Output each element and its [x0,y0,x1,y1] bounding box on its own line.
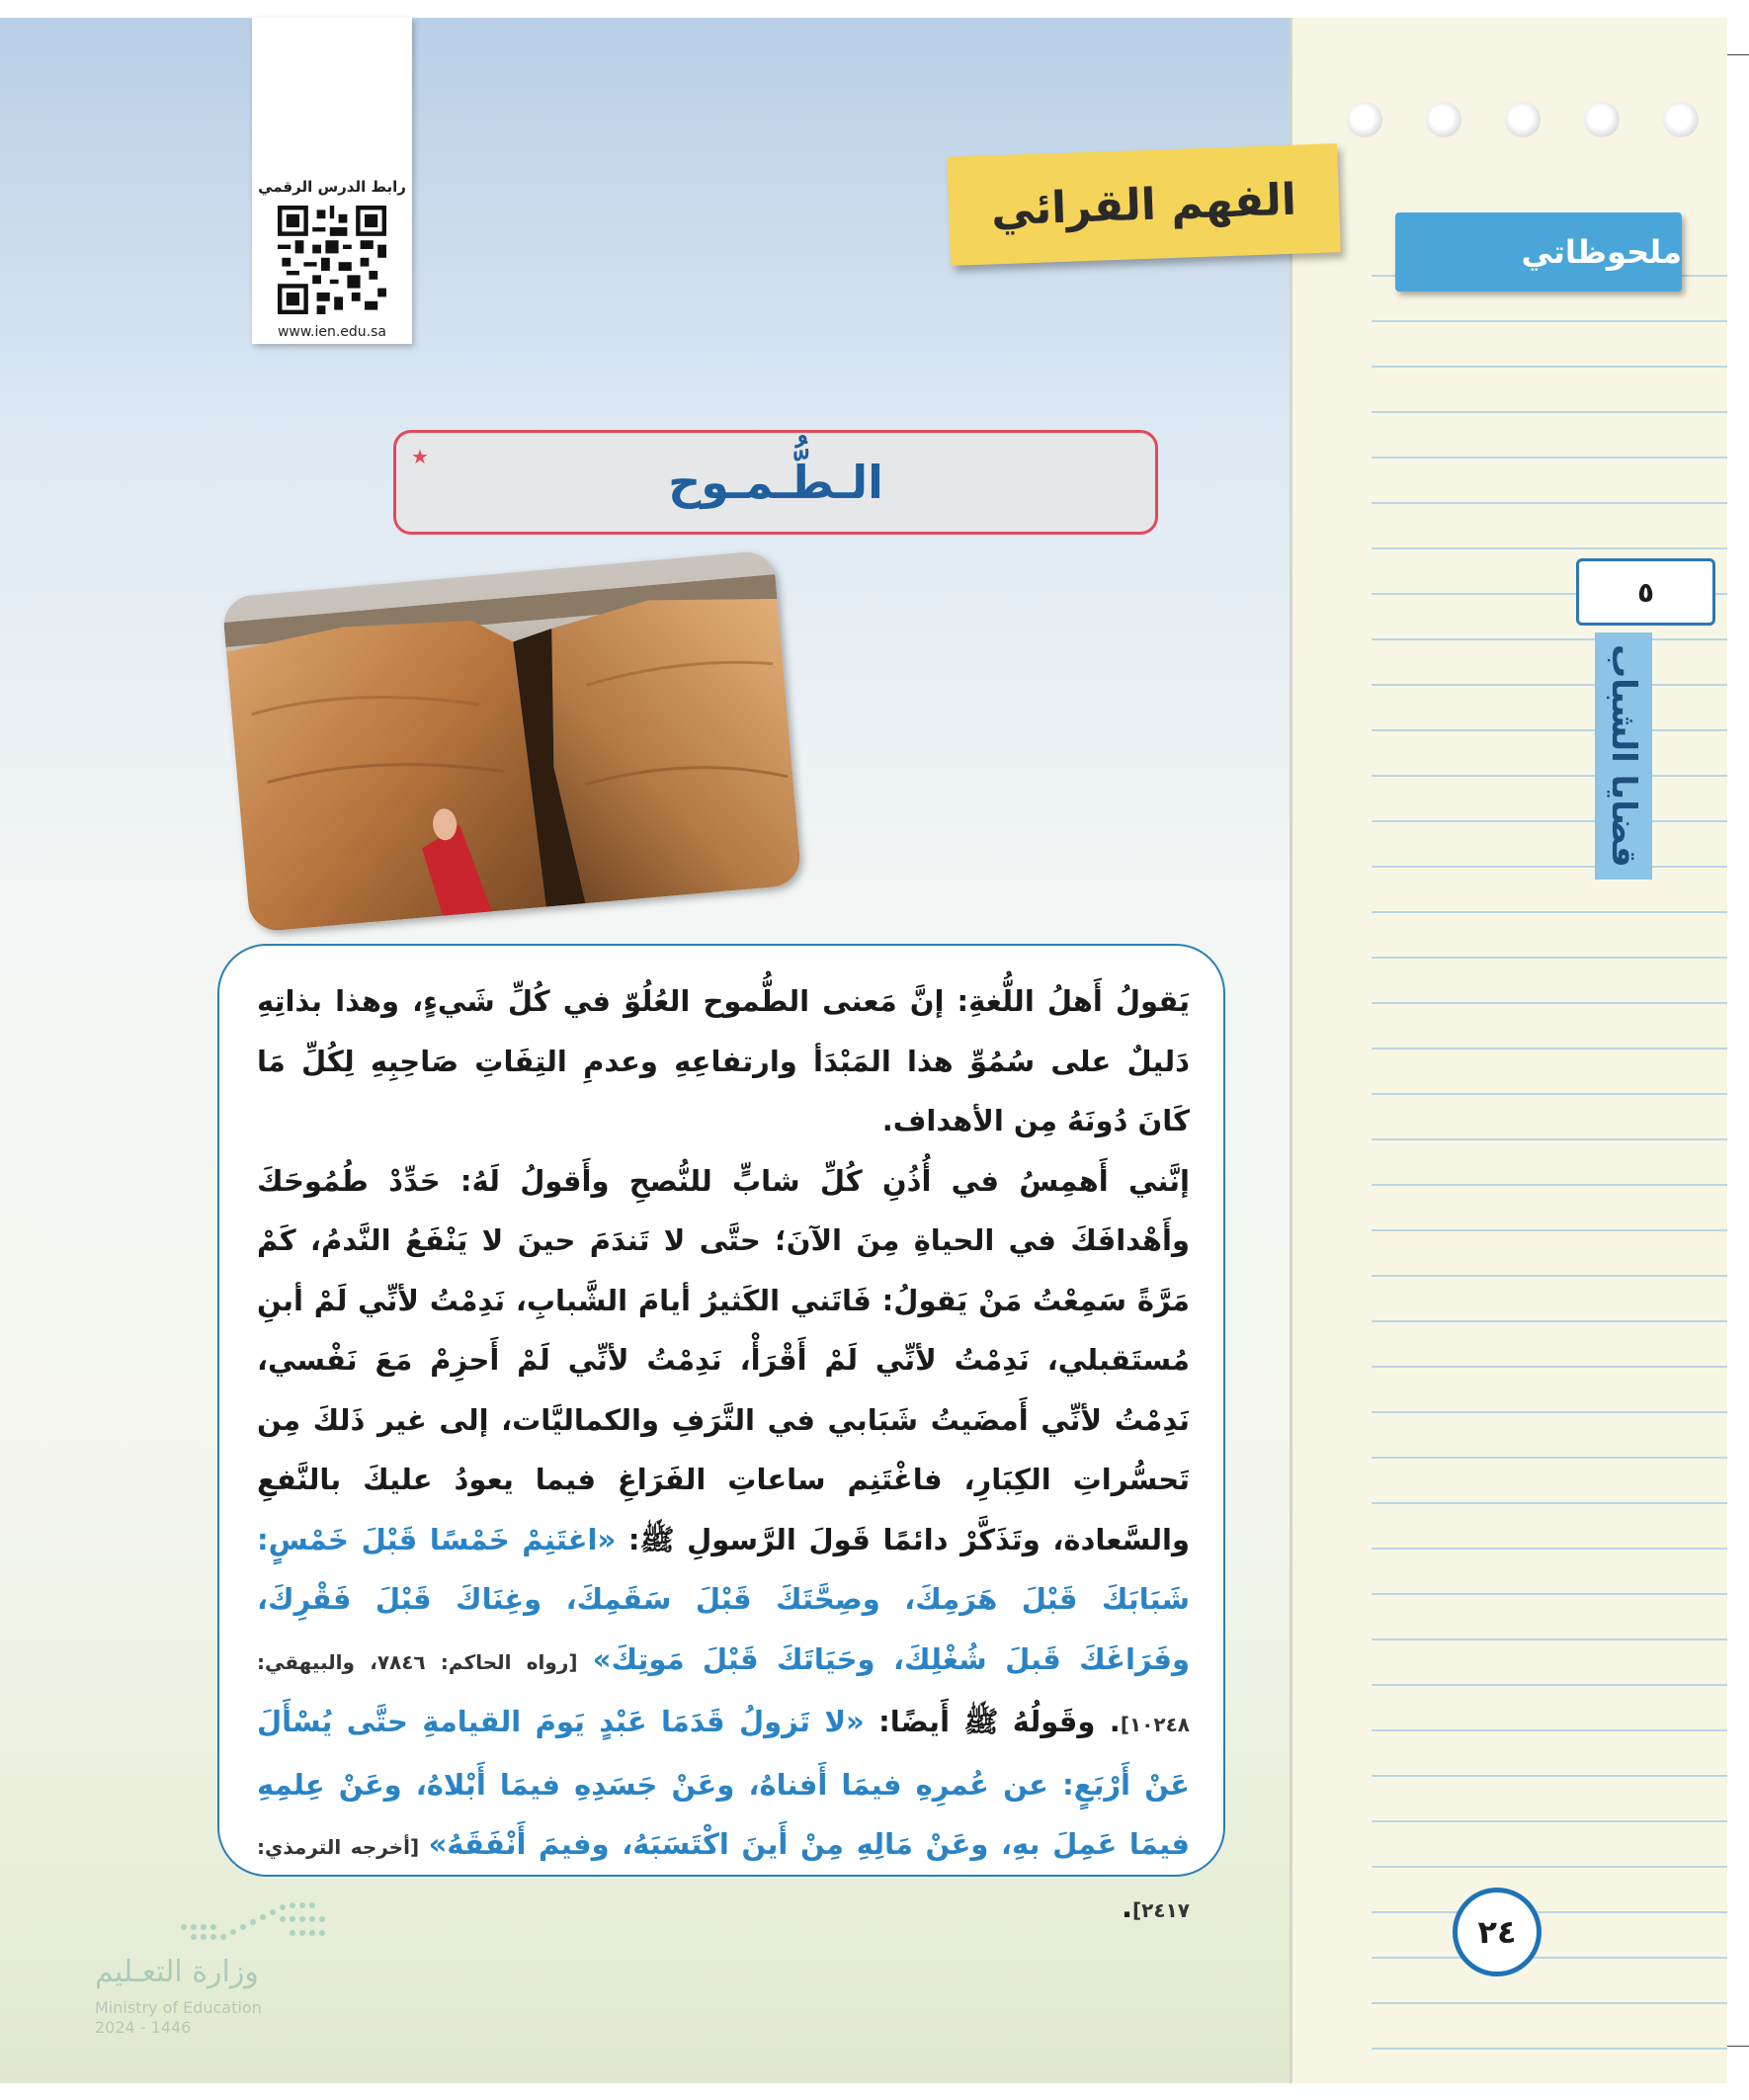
lesson-title-box [393,430,1158,535]
notebook-rule-line [1372,684,1727,686]
notebook-rule-line [1372,820,1727,822]
rock-crevice-photo [221,549,802,933]
qr-label: رابط الدرس الرقمي [258,178,406,196]
unit-title: قضايا الشباب [1604,644,1643,868]
qr-url[interactable]: www.ien.edu.sa [277,324,387,340]
ministry-name-ar: وزارة التعـليم [95,1955,259,1989]
notebook-rule-line [1372,638,1727,640]
notebook-rule-line [1372,866,1727,868]
reading-text [257,971,1190,1940]
binder-hole [1505,102,1541,137]
paragraph-2-end: . [1122,1890,1133,1924]
notebook-rule-line [1372,1638,1727,1640]
paragraph-1: يَقولُ أَهلُ اللُّغةِ: إنَّ مَعنى الطُّموح العُلُوّ في كُلِّ شَيءٍ، وهذا بذاتِهِ دَليلٌ على سُمُوِّ هذا المَبْدَأ وارتفاعِهِ وعدمِ التِفَاتِ صَاحِبِهِ لِكُلِّ مَا كَانَ دُونَهُ مِن الأهداف. [257,984,1190,1137]
notebook-rule-line [1372,1502,1727,1504]
binder-hole [1347,102,1382,137]
notebook-rule-line [1372,1366,1727,1368]
notebook-rule-line [1372,1457,1727,1459]
ministry-logo [95,1897,332,2036]
notebook-rule-line [1372,547,1727,549]
section-header [947,143,1341,266]
notebook-rule-line [1372,1911,1727,1913]
notebook-rule-line [1372,1684,1727,1686]
section-header-label: الفهم القرائي [990,174,1297,235]
notebook-rule-line [1372,957,1727,959]
notebook-rule-line [1372,1820,1727,1822]
hadith-quote-2: «لا تَزولُ قَدَمَا عَبْدٍ يَومَ القيامةِ حتَّى يُسْأَلَ عَنْ أَرْبَعٍ: عن عُمرِهِ فيمَا أَفناهُ، وعَنْ جَسَدِهِ فيمَا أَبْلاهُ، وعَنْ عِلمِهِ فيمَا عَمِلَ بهِ، وعَنْ مَالِهِ مِنْ أَينَ اكْتَسَبَهُ، وفيمَ أَنْفَقَهُ» [257,1705,1191,1861]
notebook-rule-line [1372,1411,1727,1413]
paragraph-2-intro: إنَّني أَهمِسُ في أُذُنِ كُلِّ شابٍّ للنُّصحِ وأَقولُ لَهُ: حَدِّدْ طُمُوحَكَ وأَهْدافَكَ في الحياةِ مِنَ الآنَ؛ حتَّى لا تَندَمَ حينَ لا يَنْفَعُ النَّدمُ، كَمْ مَرَّةً سَمِعْتُ مَنْ يَقولُ: فَاتَني الكَثيرُ أيامَ الشَّبابِ، نَدِمْتُ لأنِّي لَمْ أبنِ مُستَقبلي، نَدِمْتُ لأنِّي لَمْ أَقْرَأْ، نَدِمْتُ لأنِّي لَمْ أَحزِمْ مَعَ نَفْسي، نَدِمْتُ لأنِّي أَمضَيتُ شَبَابي في التَّرَفِ والكماليَّات، إلى غير ذَلكَ مِن تَحسُّراتِ الكِبَارِ، فاغْتَنِم ساعاتِ الفَرَاغِ فيما يعودُ عليكَ بالنَّفعِ والسَّعادة، وتَذَكَّرْ دائمًا قَولَ الرَّسولِ ﷺ: [257,1163,1191,1556]
notes-tab: ملحوظاتي [1395,212,1682,292]
notebook-rule-line [1372,2002,1727,2004]
paragraph-2 [257,1151,1190,1941]
binder-hole [1426,102,1461,137]
ministry-name-en: Ministry of Education [95,1998,262,2017]
binder-hole [1663,102,1699,137]
hadith-reference-1: [رواه الحاكم: ٧٨٤٦، والبيهقي: ١٠٢٤٨] [257,1649,1190,1736]
qr-card[interactable] [252,18,412,344]
rock-illustration [221,549,802,933]
unit-title-ribbon [1595,632,1652,880]
notebook-rule-line [1372,1093,1727,1095]
notes-sidebar [1290,18,1727,2083]
hadith-reference-2: [أخرجه الترمذي: ٢٤١٧] [257,1835,1190,1922]
notebook-rule-line [1372,1957,1727,1959]
notebook-rule-line [1372,1775,1727,1777]
notebook-rule-line [1372,1138,1727,1140]
notebook-rule-line [1372,1548,1727,1550]
binder-hole [1584,102,1620,137]
ministry-dots-icon [174,1897,332,1945]
reading-text-box [217,944,1225,1924]
notebook-rule-line [1372,2048,1727,2050]
notebook-rule-line [1372,1229,1727,1231]
notebook-rule-line [1372,411,1727,413]
star-icon: ★ [411,445,429,468]
hadith-quote-1: «اغتَنِمْ خَمْسًا قَبْلَ خَمْسٍ: شَبَابَكَ قَبْلَ هَرَمِكَ، وصِحَّتَكَ قَبْلَ سَقَمِكَ، وغِنَاكَ قَبْلَ فَقْرِكَ، وفَرَاغَكَ قَبلَ شُغْلِكَ، وحَيَاتَكَ قَبْلَ مَوتِكَ» [257,1522,1190,1676]
notebook-rule-line [1372,1002,1727,1004]
notebook-rule-line [1372,1048,1727,1050]
notebook-rule-line [1372,457,1727,459]
unit-number: ٥ [1576,558,1715,626]
page-number: ٢٤ [1453,1888,1541,1976]
notebook-rule-line [1372,1275,1727,1277]
qr-code-icon[interactable] [278,206,386,314]
notebook-rule-line [1372,320,1727,322]
notebook-rule-line [1372,1866,1727,1868]
paragraph-2-middle: . وقَولُهُ ﷺ أَيضًا: [864,1705,1121,1738]
notebook-rule-line [1372,775,1727,777]
notebook-rule-line [1372,729,1727,731]
notebook-rule-line [1372,1184,1727,1186]
notebook-rule-line [1372,366,1727,368]
lesson-title: الـطُّـمـوح [668,456,883,509]
notebook-rule-line [1372,1593,1727,1595]
notebook-rule-line [1372,911,1727,913]
notebook-rule-line [1372,1320,1727,1322]
ministry-year: 2024 - 1446 [95,2018,192,2037]
notebook-rule-line [1372,502,1727,504]
notebook-rule-line [1372,1729,1727,1731]
